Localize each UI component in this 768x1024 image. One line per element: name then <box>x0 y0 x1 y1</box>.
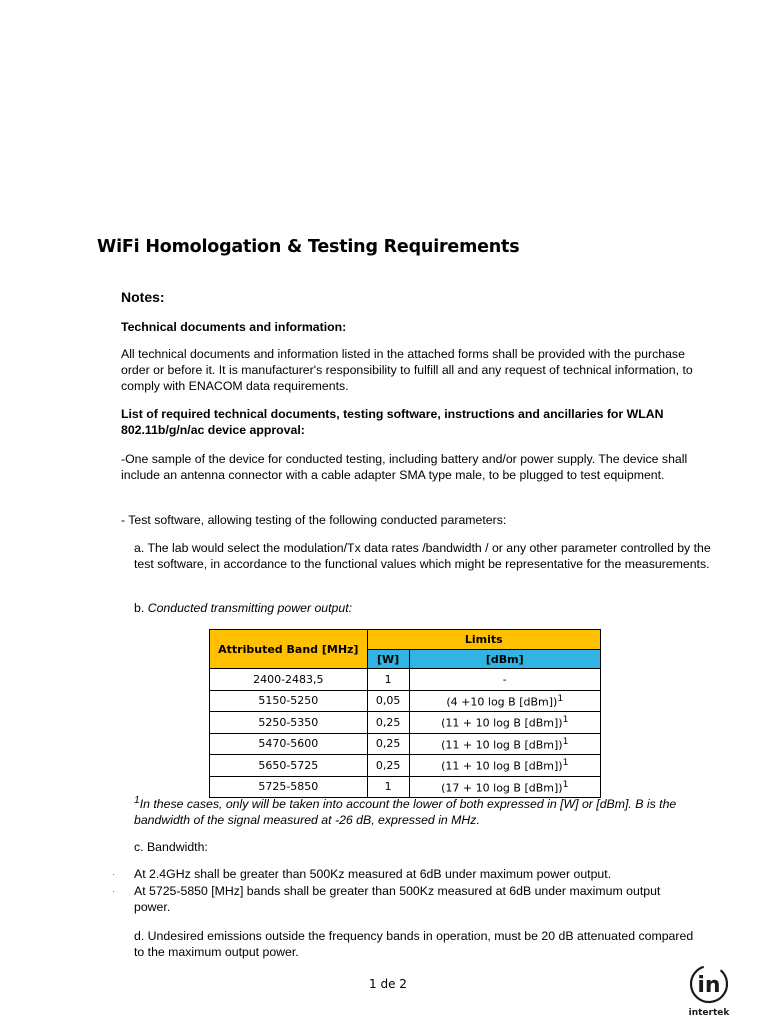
tech-heading: Technical documents and information: <box>121 320 347 334</box>
header-dbm: [dBm] <box>409 650 600 669</box>
table-row <box>210 690 601 712</box>
footnote-ref: 1 <box>562 735 569 747</box>
table-row <box>210 712 601 734</box>
page-number: 1 de 2 <box>369 977 407 991</box>
header-band: Attributed Band [MHz] <box>210 630 368 669</box>
band-cell: 2400-2483,5 <box>210 669 368 691</box>
w-cell: 1 <box>367 776 409 798</box>
w-cell: 1 <box>367 669 409 691</box>
table-row <box>210 669 601 691</box>
software-paragraph: - Test software, allowing testing of the following conducted parameters: <box>121 513 507 527</box>
sample-paragraph: -One sample of the device for conducted testing, including battery and/or power supply. The device shall include an antenna connector with a cable adapter SMA type male, to be plugged to test equipment. <box>121 452 688 482</box>
w-cell: 0,25 <box>367 712 409 734</box>
dbm-value: (11 + 10 log B [dBm]) <box>441 738 563 752</box>
item-a: a. The lab would select the modulation/Tx data rates /bandwidth / or any other parameter controlled by the test software, in accordance to the functional values which might be representative for the measurements. <box>134 541 711 571</box>
band-cell: 5725-5850 <box>210 776 368 798</box>
dbm-cell <box>409 755 600 777</box>
w-cell: 0,05 <box>367 690 409 712</box>
dbm-cell <box>409 690 600 712</box>
dbm-cell <box>409 712 600 734</box>
footnote-ref: 1 <box>562 778 569 790</box>
band-cell: 5650-5725 <box>210 755 368 777</box>
dbm-cell <box>409 733 600 755</box>
intertek-logo <box>684 963 736 1019</box>
band-cell: 5150-5250 <box>210 690 368 712</box>
dbm-value: (17 + 10 log B [dBm]) <box>441 781 563 795</box>
footnote-ref: 1 <box>562 757 569 769</box>
w-cell: 0,25 <box>367 733 409 755</box>
footnote-ref: 1 <box>557 692 564 704</box>
item-d: d. Undesired emissions outside the frequency bands in operation, must be 20 dB attenuated compared to the maximum output power. <box>134 929 694 959</box>
list-heading: List of required technical documents, testing software, instructions and ancillaries for WLAN 802.11b/g/n/ac device approval: <box>121 407 664 437</box>
footnote-marker: 1 <box>134 795 140 806</box>
band-cell: 5250-5350 <box>210 712 368 734</box>
bullet-item: At 2.4GHz shall be greater than 500Kz measured at 6dB under maximum power output. <box>134 867 612 881</box>
bullet-item: At 5725-5850 [MHz] bands shall be greater than 500Kz measured at 6dB under maximum output power. <box>134 884 661 914</box>
notes-heading: Notes: <box>121 289 165 305</box>
dbm-cell: - <box>409 669 600 691</box>
bullet-marker: · <box>112 886 115 896</box>
item-b-prefix: b. <box>134 601 148 615</box>
footnote-ref: 1 <box>562 714 569 726</box>
intertek-logo-icon <box>684 963 736 1019</box>
item-c: c. Bandwidth: <box>134 840 208 854</box>
logo-text: intertek <box>688 1008 730 1018</box>
w-cell: 0,25 <box>367 755 409 777</box>
dbm-value: (4 +10 log B [dBm]) <box>446 695 558 709</box>
table-row <box>210 755 601 777</box>
dbm-value: (11 + 10 log B [dBm]) <box>441 760 563 774</box>
table-footnote <box>134 793 714 828</box>
bullet-marker: · <box>112 869 115 879</box>
logo-mark: in <box>697 973 721 998</box>
header-limits: Limits <box>367 630 600 650</box>
item-b <box>134 600 734 616</box>
page-title: WiFi Homologation & Testing Requirements <box>97 237 520 257</box>
band-cell: 5470-5600 <box>210 733 368 755</box>
tech-paragraph: All technical documents and information listed in the attached forms shall be provided with the purchase order or before it. It is manufacturer's responsibility to fulfill all and any request of technical information, to comply with ENACOM data requirements. <box>121 347 693 393</box>
item-b-italic: Conducted transmitting power output: <box>147 601 353 615</box>
header-w: [W] <box>367 650 409 669</box>
power-limits-table <box>209 629 601 798</box>
dbm-value: (11 + 10 log B [dBm]) <box>441 717 563 731</box>
table-row <box>210 733 601 755</box>
footnote-text: In these cases, only will be taken into account the lower of both expressed in [W] or [dBm]. B is the bandwidth of the signal measured at -26 dB, expressed in MHz. <box>134 797 677 828</box>
